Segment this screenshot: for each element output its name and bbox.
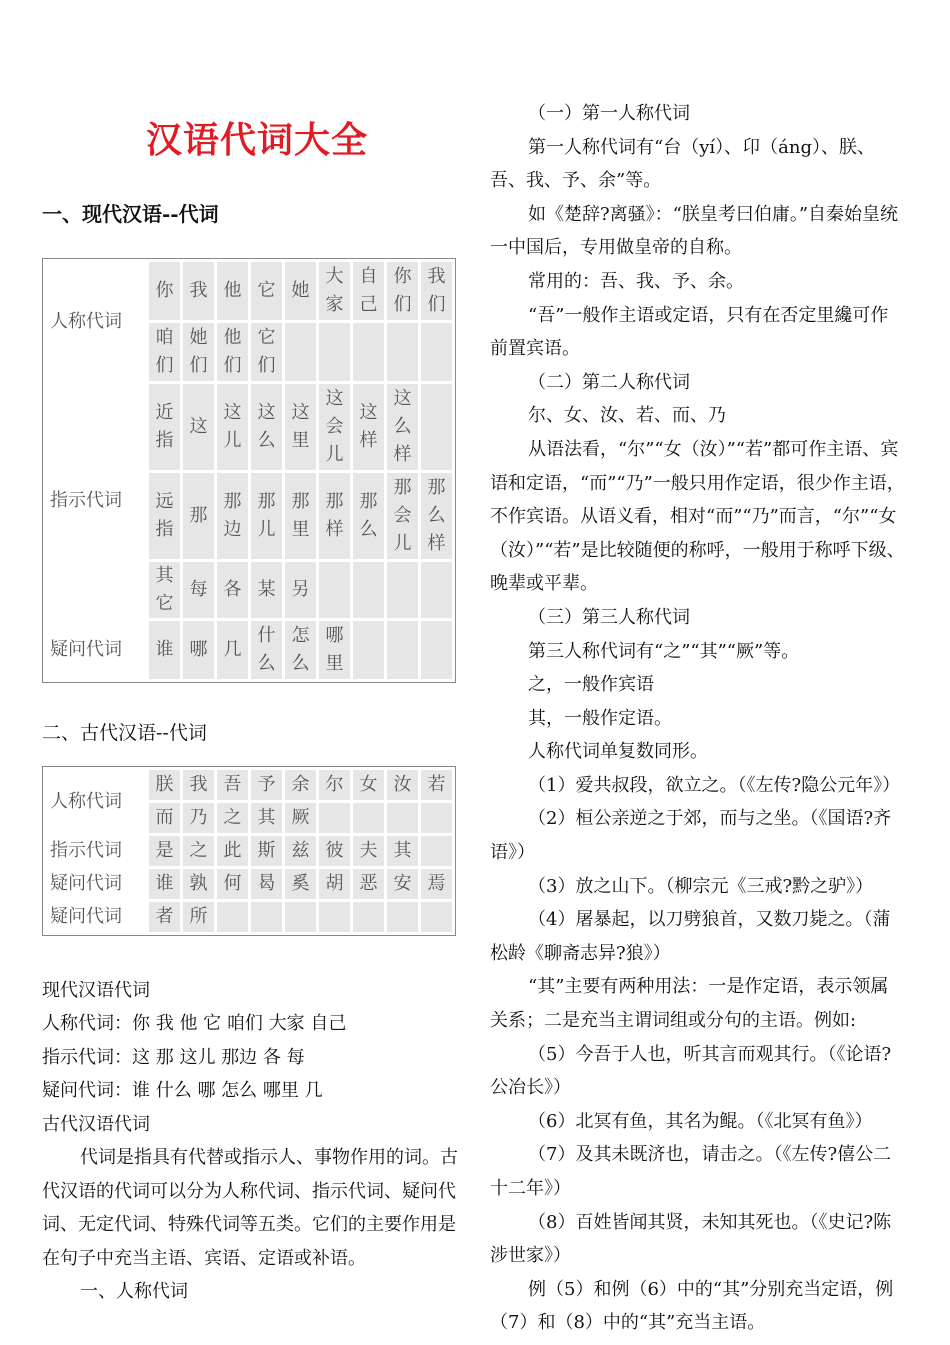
table-row xyxy=(46,621,452,679)
cell-text: 那边 xyxy=(223,491,242,540)
cell-text: 它 xyxy=(257,280,276,301)
table-cell xyxy=(285,770,316,800)
cell-text: 之 xyxy=(189,840,208,861)
paragraph: 常用的：吾、我、予、余。 xyxy=(528,270,744,292)
paragraph: （7）及其未既济也，请击之。（《左传?僖公二十二年》） xyxy=(490,1144,892,1199)
table-cell xyxy=(183,770,214,800)
cell-text: 什么 xyxy=(257,625,276,674)
table-cell xyxy=(421,473,452,559)
page-title: 汉语代词大全 xyxy=(146,119,369,161)
cell-text: 他 xyxy=(223,280,242,301)
table-cell xyxy=(387,803,418,833)
cell-text: 这么样 xyxy=(393,388,412,465)
table-cell xyxy=(149,562,180,618)
table-cell xyxy=(319,562,350,618)
table-cell xyxy=(353,836,384,866)
table-row xyxy=(46,384,452,470)
table-cell xyxy=(319,323,350,381)
table-cell xyxy=(319,262,350,320)
table-cell xyxy=(251,803,282,833)
table-cell xyxy=(251,562,282,618)
table-cell xyxy=(353,262,384,320)
table-cell xyxy=(285,473,316,559)
cell-text: 兹 xyxy=(291,840,310,861)
table-cell xyxy=(149,473,180,559)
cell-text: 我 xyxy=(189,280,208,301)
cell-text: 它们 xyxy=(257,327,276,376)
cell-text: 每 xyxy=(189,579,208,600)
table-row xyxy=(46,262,452,320)
table-cell xyxy=(149,323,180,381)
cell-text: 厥 xyxy=(291,807,310,828)
paragraph: 其，一般作定语。 xyxy=(528,707,672,729)
intro-text: 代词是指具有代替或指示人、事物作用的词。古代汉语的代词可以分为人称代词、指示代词、疑问代词、无定代词、特殊代词等五类。它们的主要作用是在句子中充当主语、宾语、定语或补语。 xyxy=(42,1147,458,1269)
cell-text: 你们 xyxy=(393,266,412,315)
table-cell xyxy=(387,262,418,320)
paragraph: （1）爱共叔段，欲立之。（《左传?隐公元年》） xyxy=(528,774,901,796)
paragraph: （4）屠暴起，以刀劈狼首，又数刀毙之。（蒲松龄《聊斋志异?狼》） xyxy=(490,909,891,964)
cell-text: 其它 xyxy=(155,565,174,614)
table-cell xyxy=(149,836,180,866)
table-cell xyxy=(251,621,282,679)
cell-text: 几 xyxy=(223,639,242,660)
paragraph: 之，一般作宾语 xyxy=(528,674,654,696)
table-cell xyxy=(353,803,384,833)
table-cell xyxy=(353,869,384,899)
table-cell xyxy=(353,621,384,679)
paragraph: 例（5）和例（6）中的“其”分别充当定语，例（7）和（8）中的“其”充当主语。 xyxy=(490,1278,894,1334)
table-cell xyxy=(285,562,316,618)
table-cell xyxy=(319,836,350,866)
table-cell xyxy=(421,902,452,932)
table-cell xyxy=(285,869,316,899)
paragraph: “其”主要有两种用法：一是作定语，表示领属关系；二是充当主谓词组或分句的主语。例如: xyxy=(490,976,889,1032)
table-cell xyxy=(183,836,214,866)
paragraph: 尔、女、汝、若、而、乃 xyxy=(528,405,726,427)
table-cell xyxy=(217,803,248,833)
cell-text: 乃 xyxy=(189,807,208,828)
table-cell xyxy=(217,384,248,470)
table-row xyxy=(46,770,452,800)
cell-text: 远指 xyxy=(155,491,174,540)
cell-text: 她 xyxy=(291,280,310,301)
cell-text: 夫 xyxy=(359,840,378,861)
paragraph: 如《楚辞?离骚》：“朕皇考曰伯庸。”自秦始皇统一中国后，专用做皇帝的自称。 xyxy=(490,203,899,259)
row-label: 疑问代词 xyxy=(46,869,146,899)
cell-text: 若 xyxy=(427,774,446,795)
table-cell xyxy=(421,384,452,470)
table-cell xyxy=(217,869,248,899)
cell-text: 奚 xyxy=(291,873,310,894)
cell-text: 各 xyxy=(223,579,242,600)
cell-text: 朕 xyxy=(155,774,174,795)
table-cell xyxy=(387,621,418,679)
table-row xyxy=(46,869,452,899)
table-cell xyxy=(251,770,282,800)
cell-text: 他们 xyxy=(223,327,242,376)
cell-text: 近指 xyxy=(155,402,174,451)
table-cell xyxy=(251,262,282,320)
table-cell xyxy=(149,803,180,833)
cell-text: 那么 xyxy=(359,491,378,540)
cell-text: 女 xyxy=(359,774,378,795)
cell-text: 恶 xyxy=(359,873,378,894)
cell-text: 何 xyxy=(223,873,242,894)
table-cell xyxy=(319,770,350,800)
cell-text: 那 xyxy=(189,505,208,526)
table-cell xyxy=(217,621,248,679)
cell-text: 怎么 xyxy=(291,625,310,674)
table-cell xyxy=(217,770,248,800)
table-cell xyxy=(217,323,248,381)
paragraph: 从语法看，“尔”“女（汝）”“若”都可作主语、宾语和定语，“而”“乃”一般只用作定语，很少作主语，不作宾语。从语义看，相对“而”“乃”而言，“尔”“女（汝）”“若”是比较随便的称呼，一般用于称呼下级、晚辈或平辈。 xyxy=(490,438,905,595)
table-cell xyxy=(251,384,282,470)
section-heading-modern: 一、现代汉语--代词 xyxy=(42,202,219,226)
table-cell xyxy=(387,473,418,559)
paragraph: “吾”一般作主语或定语，只有在否定里纔可作前置宾语。 xyxy=(490,304,889,360)
table-cell xyxy=(285,262,316,320)
cell-text: 这儿 xyxy=(223,402,242,451)
cell-text: 这里 xyxy=(291,402,310,451)
cell-text: 曷 xyxy=(257,873,276,894)
cell-text: 这会儿 xyxy=(325,388,344,465)
paragraph: 第三人称代词有“之”“其”“厥”等。 xyxy=(528,640,800,662)
table-cell xyxy=(387,384,418,470)
table-cell xyxy=(183,262,214,320)
cell-text: 这样 xyxy=(359,402,378,451)
cell-text: 她们 xyxy=(189,327,208,376)
paragraph: （2）桓公亲逆之于郊，而与之坐。（《国语?齐语》） xyxy=(490,808,892,864)
table-cell xyxy=(183,869,214,899)
ancient-pronoun-table xyxy=(42,766,456,936)
table-cell xyxy=(183,621,214,679)
table-cell xyxy=(183,384,214,470)
cell-text: 尔 xyxy=(325,774,344,795)
table-cell xyxy=(251,869,282,899)
table-cell xyxy=(421,869,452,899)
table-row xyxy=(46,902,452,932)
table-cell xyxy=(387,770,418,800)
table-cell xyxy=(285,621,316,679)
table-cell xyxy=(251,902,282,932)
table-row xyxy=(46,836,452,866)
intro-paragraph xyxy=(42,1141,462,1309)
table-cell xyxy=(251,473,282,559)
cell-text: 那么样 xyxy=(427,477,446,554)
table-cell xyxy=(421,621,452,679)
cell-text: 你 xyxy=(155,280,174,301)
right-column xyxy=(490,97,906,1340)
table-cell xyxy=(319,803,350,833)
paragraph: （三）第三人称代词 xyxy=(528,606,690,628)
table-cell xyxy=(149,770,180,800)
table-cell xyxy=(183,902,214,932)
table-cell xyxy=(421,562,452,618)
table-cell xyxy=(183,473,214,559)
table-cell xyxy=(319,621,350,679)
cell-text: 哪 xyxy=(189,639,208,660)
table-cell xyxy=(353,323,384,381)
table-cell xyxy=(251,836,282,866)
cell-text: 所 xyxy=(189,906,208,927)
table-cell xyxy=(387,562,418,618)
cell-text: 胡 xyxy=(325,873,344,894)
paragraph: 人称代词单复数同形。 xyxy=(528,741,708,763)
row-label: 疑问代词 xyxy=(46,621,146,679)
table-cell xyxy=(421,770,452,800)
cell-text: 是 xyxy=(155,840,174,861)
table-cell xyxy=(353,562,384,618)
cell-text: 那里 xyxy=(291,491,310,540)
cell-text: 汝 xyxy=(393,774,412,795)
cell-text: 吾 xyxy=(223,774,242,795)
table-cell xyxy=(217,902,248,932)
table-cell xyxy=(421,323,452,381)
cell-text: 而 xyxy=(155,807,174,828)
table-cell xyxy=(353,473,384,559)
cell-text: 我们 xyxy=(427,266,446,315)
cell-text: 者 xyxy=(155,906,174,927)
table-cell xyxy=(319,473,350,559)
cell-text: 其 xyxy=(257,807,276,828)
cell-text: 彼 xyxy=(325,840,344,861)
table-cell xyxy=(149,262,180,320)
table-cell xyxy=(251,323,282,381)
cell-text: 那儿 xyxy=(257,491,276,540)
cell-text: 孰 xyxy=(189,873,208,894)
table-cell xyxy=(353,770,384,800)
table-cell xyxy=(387,323,418,381)
paragraph: （6）北冥有鱼，其名为鲲。（《北冥有鱼》） xyxy=(528,1110,873,1132)
cell-text: 自己 xyxy=(359,266,378,315)
table-cell xyxy=(421,803,452,833)
row-label: 指示代词 xyxy=(46,836,146,866)
cell-text: 这么 xyxy=(257,402,276,451)
summary-line: 指示代词：这 那 这儿 那边 各 每 xyxy=(42,1046,305,1068)
table-cell xyxy=(217,836,248,866)
table-cell xyxy=(285,803,316,833)
table-cell xyxy=(285,323,316,381)
row-label: 疑问代词 xyxy=(46,902,146,932)
cell-text: 哪里 xyxy=(325,625,344,674)
table-cell xyxy=(183,803,214,833)
table-cell xyxy=(387,869,418,899)
table-cell xyxy=(421,836,452,866)
cell-text: 余 xyxy=(291,774,310,795)
paragraph: （5）今吾于人也，听其言而观其行。（《论语?公冶长》） xyxy=(490,1043,892,1099)
summary-line: 疑问代词：谁 什么 哪 怎么 哪里 几 xyxy=(42,1080,323,1102)
cell-text: 某 xyxy=(257,579,276,600)
modern-pronoun-table xyxy=(42,258,456,683)
paragraph: （8）百姓皆闻其贤，未知其死也。（《史记?陈涉世家》） xyxy=(490,1211,892,1267)
table-cell xyxy=(149,621,180,679)
paragraph: （二）第二人称代词 xyxy=(528,371,690,393)
table-cell xyxy=(387,836,418,866)
table-cell xyxy=(319,384,350,470)
cell-text: 予 xyxy=(257,774,276,795)
cell-text: 谁 xyxy=(155,639,174,660)
table-cell xyxy=(353,902,384,932)
cell-text: 此 xyxy=(223,840,242,861)
table-cell xyxy=(183,562,214,618)
summary-line: 人称代词：你 我 他 它 咱们 大家 自己 xyxy=(42,1013,347,1035)
paragraph: （一）第一人称代词 xyxy=(528,103,690,124)
table-cell xyxy=(319,869,350,899)
table-cell xyxy=(149,902,180,932)
table-cell xyxy=(149,384,180,470)
table-cell xyxy=(387,902,418,932)
cell-text: 谁 xyxy=(155,873,174,894)
left-last-heading: 一、人称代词 xyxy=(80,1281,188,1303)
table-cell xyxy=(183,323,214,381)
summary-line: 现代汉语代词 xyxy=(42,980,150,1001)
cell-text: 其 xyxy=(393,840,412,861)
cell-text: 那会儿 xyxy=(393,477,412,554)
summary-line: 古代汉语代词 xyxy=(42,1113,150,1135)
cell-text: 安 xyxy=(393,873,412,894)
cell-text: 咱们 xyxy=(155,327,174,376)
table-cell xyxy=(217,562,248,618)
cell-text: 斯 xyxy=(257,840,276,861)
summary-list xyxy=(42,974,462,1141)
table-cell xyxy=(319,902,350,932)
cell-text: 这 xyxy=(189,416,208,437)
section-heading-ancient: 二、古代汉语--代词 xyxy=(42,722,207,744)
cell-text: 焉 xyxy=(427,873,446,894)
table-cell xyxy=(285,384,316,470)
table-cell xyxy=(285,836,316,866)
table-cell xyxy=(149,869,180,899)
table-cell xyxy=(217,262,248,320)
paragraph: （3）放之山下。（柳宗元《三戒?黔之驴》） xyxy=(528,875,874,897)
table-cell xyxy=(285,902,316,932)
cell-text: 我 xyxy=(189,774,208,795)
row-label: 指示代词 xyxy=(46,384,146,618)
cell-text: 另 xyxy=(291,579,310,600)
table-cell xyxy=(217,473,248,559)
table-cell xyxy=(353,384,384,470)
cell-text: 之 xyxy=(223,807,242,828)
cell-text: 那样 xyxy=(325,491,344,540)
row-label: 人称代词 xyxy=(46,262,146,381)
paragraph: 第一人称代词有“台（yí）、卬（áng）、朕、吾、我、予、余”等。 xyxy=(490,136,875,192)
table-cell xyxy=(421,262,452,320)
row-label: 人称代词 xyxy=(46,770,146,833)
cell-text: 大家 xyxy=(325,266,344,315)
